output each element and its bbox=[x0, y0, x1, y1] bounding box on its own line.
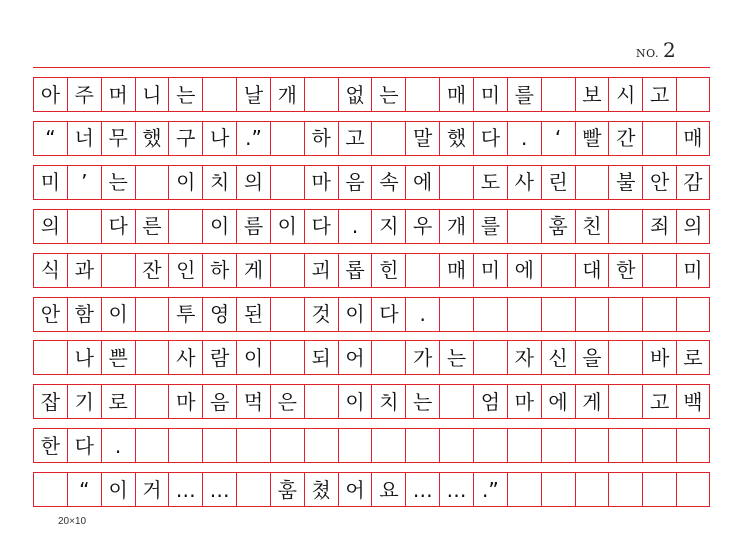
manuscript-cell: 의 bbox=[676, 210, 710, 243]
manuscript-cell bbox=[608, 473, 642, 506]
manuscript-cell: 는 bbox=[405, 385, 439, 418]
manuscript-cell: 한 bbox=[33, 429, 67, 462]
manuscript-cell: 인 bbox=[168, 254, 202, 287]
manuscript-cell: .” bbox=[473, 473, 507, 506]
manuscript-cell bbox=[135, 429, 169, 462]
manuscript-cell bbox=[608, 210, 642, 243]
manuscript-cell bbox=[439, 385, 473, 418]
manuscript-cell bbox=[202, 429, 236, 462]
manuscript-cell: 미 bbox=[33, 166, 67, 199]
manuscript-cell bbox=[371, 122, 405, 155]
manuscript-cell: 아 bbox=[33, 78, 67, 111]
manuscript-cell: 요 bbox=[371, 473, 405, 506]
manuscript-cell bbox=[541, 254, 575, 287]
manuscript-cell: 는 bbox=[168, 78, 202, 111]
manuscript-row bbox=[33, 253, 710, 288]
manuscript-cell bbox=[236, 429, 270, 462]
manuscript-cell: … bbox=[439, 473, 473, 506]
manuscript-cell: 속 bbox=[371, 166, 405, 199]
manuscript-cell bbox=[270, 122, 304, 155]
manuscript-cell: 바 bbox=[642, 341, 676, 374]
manuscript-cell: 게 bbox=[236, 254, 270, 287]
manuscript-cell: 하 bbox=[202, 254, 236, 287]
manuscript-cell: 치 bbox=[202, 166, 236, 199]
manuscript-cell: 매 bbox=[676, 122, 710, 155]
manuscript-cell: 름 bbox=[236, 210, 270, 243]
manuscript-cell bbox=[507, 473, 541, 506]
manuscript-cell: 거 bbox=[135, 473, 169, 506]
manuscript-cell: 쳤 bbox=[304, 473, 338, 506]
manuscript-grid bbox=[33, 77, 710, 506]
manuscript-cell bbox=[473, 341, 507, 374]
manuscript-cell: 린 bbox=[541, 166, 575, 199]
manuscript-row bbox=[33, 384, 710, 419]
manuscript-cell bbox=[405, 78, 439, 111]
manuscript-cell: 람 bbox=[202, 341, 236, 374]
manuscript-cell bbox=[135, 298, 169, 331]
manuscript-cell bbox=[135, 385, 169, 418]
manuscript-cell bbox=[473, 429, 507, 462]
manuscript-cell: 마 bbox=[507, 385, 541, 418]
manuscript-row bbox=[33, 209, 710, 244]
manuscript-cell: 된 bbox=[236, 298, 270, 331]
manuscript-cell: 개 bbox=[439, 210, 473, 243]
manuscript-cell: 것 bbox=[304, 298, 338, 331]
manuscript-cell: 는 bbox=[101, 166, 135, 199]
manuscript-cell: 우 bbox=[405, 210, 439, 243]
manuscript-cell: 다 bbox=[371, 298, 405, 331]
manuscript-cell: .” bbox=[236, 122, 270, 155]
manuscript-cell: 이 bbox=[101, 298, 135, 331]
manuscript-cell: 친 bbox=[575, 210, 609, 243]
manuscript-cell: 를 bbox=[507, 78, 541, 111]
manuscript-cell: 훔 bbox=[270, 473, 304, 506]
manuscript-row bbox=[33, 121, 710, 156]
manuscript-cell: 빨 bbox=[575, 122, 609, 155]
manuscript-cell: ’ bbox=[67, 166, 101, 199]
manuscript-cell: 어 bbox=[338, 473, 372, 506]
manuscript-cell: 신 bbox=[541, 341, 575, 374]
manuscript-cell: 치 bbox=[371, 385, 405, 418]
manuscript-cell bbox=[642, 429, 676, 462]
manuscript-cell: 다 bbox=[473, 122, 507, 155]
manuscript-cell bbox=[270, 254, 304, 287]
manuscript-row bbox=[33, 340, 710, 375]
manuscript-cell bbox=[270, 298, 304, 331]
manuscript-cell: 가 bbox=[405, 341, 439, 374]
manuscript-cell bbox=[642, 122, 676, 155]
manuscript-cell: 게 bbox=[575, 385, 609, 418]
manuscript-cell: 백 bbox=[676, 385, 710, 418]
manuscript-cell: . bbox=[507, 122, 541, 155]
manuscript-cell bbox=[439, 298, 473, 331]
manuscript-cell: 머 bbox=[101, 78, 135, 111]
manuscript-cell: 미 bbox=[473, 254, 507, 287]
manuscript-cell bbox=[507, 298, 541, 331]
manuscript-cell bbox=[405, 429, 439, 462]
manuscript-cell bbox=[338, 429, 372, 462]
manuscript-cell: 이 bbox=[236, 341, 270, 374]
manuscript-cell: . bbox=[338, 210, 372, 243]
manuscript-cell: 없 bbox=[338, 78, 372, 111]
manuscript-cell: . bbox=[101, 429, 135, 462]
manuscript-cell: 이 bbox=[270, 210, 304, 243]
manuscript-cell bbox=[371, 429, 405, 462]
manuscript-cell: 이 bbox=[338, 385, 372, 418]
manuscript-cell: 주 bbox=[67, 78, 101, 111]
manuscript-cell: 미 bbox=[473, 78, 507, 111]
manuscript-cell: 훔 bbox=[541, 210, 575, 243]
manuscript-cell bbox=[575, 473, 609, 506]
manuscript-cell: 고 bbox=[642, 78, 676, 111]
manuscript-cell: 이 bbox=[101, 473, 135, 506]
manuscript-row bbox=[33, 472, 710, 507]
manuscript-cell: 이 bbox=[338, 298, 372, 331]
manuscript-cell: 간 bbox=[608, 122, 642, 155]
manuscript-cell: 른 bbox=[135, 210, 169, 243]
manuscript-cell: 사 bbox=[507, 166, 541, 199]
manuscript-cell: 음 bbox=[202, 385, 236, 418]
manuscript-cell: 다 bbox=[67, 429, 101, 462]
manuscript-cell: 매 bbox=[439, 78, 473, 111]
manuscript-cell: 무 bbox=[101, 122, 135, 155]
manuscript-cell: 식 bbox=[33, 254, 67, 287]
manuscript-cell: 불 bbox=[608, 166, 642, 199]
manuscript-cell: 기 bbox=[67, 385, 101, 418]
manuscript-cell: 안 bbox=[33, 298, 67, 331]
manuscript-row bbox=[33, 165, 710, 200]
manuscript-cell: 다 bbox=[101, 210, 135, 243]
manuscript-cell bbox=[168, 429, 202, 462]
manuscript-cell bbox=[642, 473, 676, 506]
manuscript-cell: 의 bbox=[236, 166, 270, 199]
manuscript-cell: 쁜 bbox=[101, 341, 135, 374]
manuscript-cell bbox=[33, 473, 67, 506]
manuscript-cell: 힌 bbox=[371, 254, 405, 287]
manuscript-cell bbox=[608, 385, 642, 418]
manuscript-cell: 이 bbox=[168, 166, 202, 199]
manuscript-cell bbox=[575, 298, 609, 331]
manuscript-cell: 롭 bbox=[338, 254, 372, 287]
manuscript-cell: 나 bbox=[67, 341, 101, 374]
manuscript-cell: 괴 bbox=[304, 254, 338, 287]
manuscript-cell: 고 bbox=[338, 122, 372, 155]
manuscript-cell: 영 bbox=[202, 298, 236, 331]
manuscript-cell bbox=[270, 429, 304, 462]
manuscript-cell: 했 bbox=[439, 122, 473, 155]
manuscript-cell bbox=[541, 78, 575, 111]
manuscript-cell: 함 bbox=[67, 298, 101, 331]
manuscript-cell bbox=[439, 166, 473, 199]
manuscript-cell: 고 bbox=[642, 385, 676, 418]
manuscript-cell bbox=[101, 254, 135, 287]
manuscript-cell: 자 bbox=[507, 341, 541, 374]
page-number-label: NO. bbox=[636, 47, 659, 60]
manuscript-cell bbox=[270, 341, 304, 374]
manuscript-cell bbox=[676, 298, 710, 331]
manuscript-cell: 한 bbox=[608, 254, 642, 287]
manuscript-row bbox=[33, 428, 710, 463]
manuscript-cell bbox=[507, 210, 541, 243]
manuscript-cell: 매 bbox=[439, 254, 473, 287]
manuscript-cell bbox=[676, 78, 710, 111]
manuscript-cell bbox=[135, 341, 169, 374]
manuscript-cell bbox=[507, 429, 541, 462]
manuscript-cell: … bbox=[168, 473, 202, 506]
manuscript-cell bbox=[33, 341, 67, 374]
manuscript-cell bbox=[608, 429, 642, 462]
manuscript-cell bbox=[473, 298, 507, 331]
manuscript-cell: 다 bbox=[304, 210, 338, 243]
manuscript-cell: 투 bbox=[168, 298, 202, 331]
manuscript-cell: 시 bbox=[608, 78, 642, 111]
manuscript-cell bbox=[608, 341, 642, 374]
manuscript-cell bbox=[575, 429, 609, 462]
manuscript-cell: 에 bbox=[405, 166, 439, 199]
manuscript-cell: “ bbox=[33, 122, 67, 155]
manuscript-cell: 지 bbox=[371, 210, 405, 243]
manuscript-cell bbox=[236, 473, 270, 506]
page-number-value: 2 bbox=[663, 38, 676, 62]
manuscript-cell: 마 bbox=[304, 166, 338, 199]
manuscript-cell: 안 bbox=[642, 166, 676, 199]
manuscript-cell: … bbox=[202, 473, 236, 506]
manuscript-cell: 하 bbox=[304, 122, 338, 155]
manuscript-cell bbox=[67, 210, 101, 243]
manuscript-cell: 로 bbox=[676, 341, 710, 374]
manuscript-cell: 과 bbox=[67, 254, 101, 287]
manuscript-cell: 개 bbox=[270, 78, 304, 111]
manuscript-cell bbox=[304, 385, 338, 418]
manuscript-cell: 나 bbox=[202, 122, 236, 155]
manuscript-cell: … bbox=[405, 473, 439, 506]
manuscript-cell bbox=[608, 298, 642, 331]
manuscript-cell: 로 bbox=[101, 385, 135, 418]
manuscript-cell: 감 bbox=[676, 166, 710, 199]
manuscript-cell: 는 bbox=[371, 78, 405, 111]
manuscript-cell: 잡 bbox=[33, 385, 67, 418]
manuscript-cell: 사 bbox=[168, 341, 202, 374]
manuscript-cell: 을 bbox=[575, 341, 609, 374]
manuscript-cell bbox=[541, 429, 575, 462]
manuscript-cell: 미 bbox=[676, 254, 710, 287]
manuscript-cell bbox=[371, 341, 405, 374]
grid-size-label: 20×10 bbox=[58, 516, 87, 527]
manuscript-cell bbox=[270, 166, 304, 199]
manuscript-cell: 보 bbox=[575, 78, 609, 111]
manuscript-cell: 은 bbox=[270, 385, 304, 418]
manuscript-cell: 음 bbox=[338, 166, 372, 199]
manuscript-cell: 에 bbox=[507, 254, 541, 287]
manuscript-cell bbox=[135, 166, 169, 199]
manuscript-cell: 엄 bbox=[473, 385, 507, 418]
manuscript-cell: 에 bbox=[541, 385, 575, 418]
header-rule bbox=[33, 67, 710, 68]
manuscript-cell: 되 bbox=[304, 341, 338, 374]
manuscript-cell: . bbox=[405, 298, 439, 331]
manuscript-cell: ‘ bbox=[541, 122, 575, 155]
manuscript-cell: 말 bbox=[405, 122, 439, 155]
manuscript-row bbox=[33, 297, 710, 332]
manuscript-cell bbox=[304, 78, 338, 111]
manuscript-cell: 어 bbox=[338, 341, 372, 374]
manuscript-cell bbox=[168, 210, 202, 243]
manuscript-cell: 날 bbox=[236, 78, 270, 111]
page-number bbox=[636, 38, 676, 62]
manuscript-cell: 먹 bbox=[236, 385, 270, 418]
manuscript-cell: 너 bbox=[67, 122, 101, 155]
manuscript-cell bbox=[439, 429, 473, 462]
manuscript-cell: 잔 bbox=[135, 254, 169, 287]
manuscript-cell bbox=[304, 429, 338, 462]
manuscript-cell: 니 bbox=[135, 78, 169, 111]
manuscript-cell bbox=[676, 473, 710, 506]
manuscript-cell: “ bbox=[67, 473, 101, 506]
manuscript-cell: 를 bbox=[473, 210, 507, 243]
manuscript-cell bbox=[202, 78, 236, 111]
manuscript-cell: 구 bbox=[168, 122, 202, 155]
manuscript-cell bbox=[642, 254, 676, 287]
manuscript-cell: 대 bbox=[575, 254, 609, 287]
manuscript-cell bbox=[405, 254, 439, 287]
manuscript-cell bbox=[541, 473, 575, 506]
manuscript-cell: 도 bbox=[473, 166, 507, 199]
manuscript-cell: 의 bbox=[33, 210, 67, 243]
manuscript-cell: 죄 bbox=[642, 210, 676, 243]
manuscript-cell: 이 bbox=[202, 210, 236, 243]
manuscript-cell bbox=[541, 298, 575, 331]
manuscript-row bbox=[33, 77, 710, 112]
manuscript-cell: 했 bbox=[135, 122, 169, 155]
manuscript-cell: 는 bbox=[439, 341, 473, 374]
manuscript-cell bbox=[676, 429, 710, 462]
manuscript-cell: 마 bbox=[168, 385, 202, 418]
manuscript-cell bbox=[642, 298, 676, 331]
manuscript-cell bbox=[575, 166, 609, 199]
